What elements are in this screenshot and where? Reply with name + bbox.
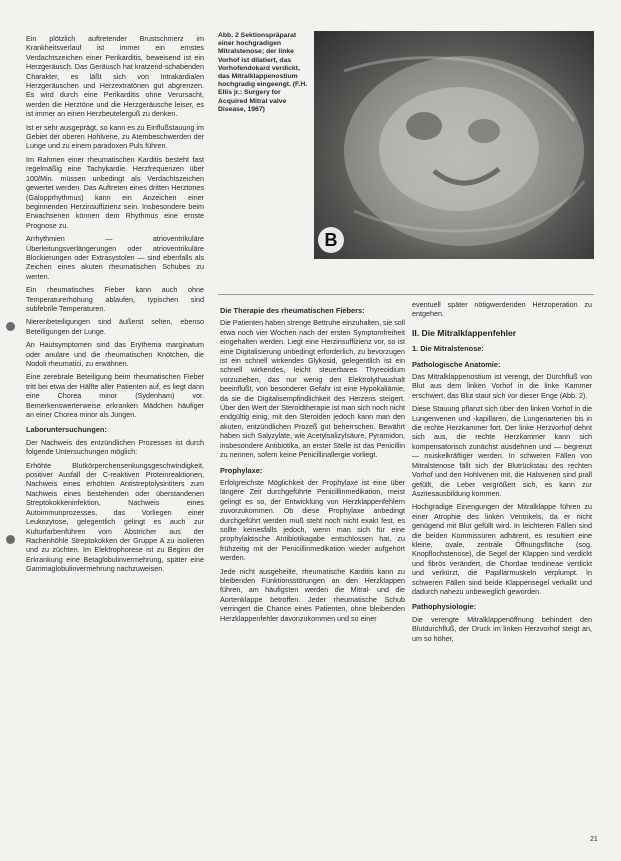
paragraph: Ist er sehr ausgeprägt, so kann es zu Einflußstauung im Gebiet der oberen Hohlvene, zu Atembeschwerden der Lunge und zu einem paradoxen Puls führen.: [26, 122, 204, 151]
section-heading-therapie: Die Therapie des rheumatischen Fiebers:: [220, 306, 365, 315]
column-divider-rule: [218, 294, 594, 295]
punch-hole-bottom: [6, 535, 15, 544]
paragraph: Der Nachweis des entzündlichen Prozesses ist durch folgende Untersuchungen möglich:: [26, 437, 204, 457]
paragraph: Erhöhte Blutkörperchensenkungsgeschwindigkeit, positiver Ausfall der C-reaktiven Proteinreaktionen, Nachweis eines erhöhten Antistreptolysintiters zum Nachweis eines bestehenden oder überstandenen Streptokokkeninfektion, Nachweis eines Autoimmunprozesses, das Vorliegen einer Leukozytose, gelegentlich gelingt es auch zur Kulturfarbenführen vom Abstricher aus der Rachenhöhle Streptokokken der Gruppe A zu isolieren und zu züchten. Im Elektrophorese ist zu Beginn der Erkrankung eine Betaglobulinvermehrung, später eine Gammaglobulinvermehrung nachzuweisen.: [26, 460, 204, 574]
specimen-photo: [314, 31, 594, 259]
paragraph: Die verengte Mitralklappenöffnung behindert den Blutdurchfluß, der Druck im linken Herzvorhof steigt an, um so höher,: [412, 614, 592, 643]
paragraph: Das Mitralklappenostium ist verengt, der Durchfluß von Blut aus dem linken Vorhof in die linke Kammer erschwert, das Blut staut sich vor dieser Enge (Abb. 2).: [412, 372, 592, 400]
figure-caption: Abb. 2 Sektionspräparat einer hochgradigen Mitralstenose; der linke Vorhof ist dilatiert, das Vorhofendokard verdickt, das Mitralklappenostium hochgradig eingeengt. (F.H. Ellis jr.: Surgery for Acquired Mitral valve Disease, 1967): [218, 32, 308, 113]
page-number: 21: [590, 836, 598, 843]
paragraph: Hochgradige Einengungen der Mitralklappe führen zu einer Atrophie des linken Ventrikels, da er nicht genügend mit Blut gefüllt wird. In leichteren Fällen sind die beiden Kommissuren adhärent, es resultiert eine kleine, ovale, zentrale Öffnungsfläche (sog. Knopflochstenose), die Segel der Klappen sind verdickt und fibrös verändert, die Chordae tendineae verdickt und verkürzt, die Papillarmuskeln verplumpt. In schweren Fällen sind beide Klappensegel verkalkt und dadurch nahezu unbeweglich geworden.: [412, 502, 592, 596]
paragraph: Arrhythmien — atrioventrikuläre Überleitungsverlängerungen oder atrioventrikuläre Blockierungen oder Extrasystolen — sind ebenfalls als Zeichen eines akuten rheumatischen Schubes zu werten.: [26, 234, 204, 281]
paragraph: eventuell später nötigwerdenden Herzoperation zu entgehen.: [412, 300, 592, 319]
paragraph: Erfolgreichste Möglichkeit der Prophylaxe ist eine über längere Zeit durchgeführte Penicillinmedikation, meist gelingt es so, der Entwicklung von Herzklappenfehlern zuvorzukommen. Ob diese Prophylaxe anbedingt durchgeführt werden muß steht noch nicht exakt fest, es sollte keinesfalls jedoch, wenn man sich für eine prophylaktische Antibiotikagabe entschlossen hat, zu frühzeitig mit der Penicillinmedikation wieder aufgehört werden.: [220, 477, 405, 563]
paragraph: Die Patienten haben strenge Bettruhe einzuhalten, sie soll etwa noch vier Wochen nach der ersten Symptomfreiheit eingehalten werden. Liegt eine Herzinsuffizienz vor, so ist eine Digitalisierung unbedingt erforderlich, zu bevorzugen ist ein schnell wirkendes Glykosid, gelegentlich ist ein schnell wirkendes, leicht steuerbares Thyreoidium vorzuziehen, das nur wenig den Elektrolythaushalt beeinflußt, von besonderer Gefahr ist eine Hypokaliämie, da sie die Digitalisempfindlichkeit des Herzens steigert. Über den Wert der Steroidtherapie ist man sich noch nicht endgültig einig, mit den Steroiden jedoch kann man den akuten, entzündlichen Prozeß gut beherrschen. Bewährt haben sich Salyzylate, wie Acetylsalizylsäure, Pyramidon, insbesondere Antibiotika, an erster Stelle ist das Penicillin zu nennen, sofern keine Penicillinallergie vorliegt.: [220, 318, 406, 460]
paragraph: An Hautsymptomen sind das Erythema marginatum oder anulare und die rheumatischen Knötchen, die Nodoli rheumatici, zu erwähnen.: [26, 340, 204, 368]
column-left: [26, 34, 204, 578]
section-heading-pathologie: Pathologische Anatomie:: [412, 359, 501, 369]
column-middle: [220, 300, 405, 627]
section-heading-prophylaxe: Prophylaxe:: [220, 465, 263, 475]
column-right: [412, 300, 592, 647]
punch-hole-top: [6, 322, 15, 331]
paragraph: Eine zerebrale Beteiligung beim rheumatischen Fieber tritt bei etwa der Hälfte aller Patienten auf, es liegt dann eine Chorea minor (Sydenham) vor. Bemerkenswerterweise erkranken Mädchen häufiger an einer Chorea minor als Jungen.: [26, 372, 204, 420]
paragraph: Ein rheumatisches Fieber kann auch ohne Temperaturerhöhung ablaufen, typischen sind subfebrile Temperaturen.: [26, 285, 204, 313]
paragraph: Diese Stauung pflanzt sich über den linken Vorhof in die Lungenvenen und -kapillaren, die Lungenarterien bis in die rechte Herzkammer fort. Der linke Herzvorhof dehnt sich aus, die rechte Herzkammer kann sich kompensatorisch zunächst ausdehnen und — begrenzt — muskelkräftiger werden. In schweren Fällen von Mitralstenose fällt sich der Blutrückstau des rechten Vorhof und den Hohlvenen mit, die Halsvenen sind prall gefüllt, die Leber vergrößert sich, es kann zur Aszitesausbildung kommen.: [412, 404, 592, 498]
paragraph: Jede nicht ausgeheilte, rheumatische Karditis kann zu bleibenden Funktionsstörungen an den Herzklappen führen, am häufigsten werden die Mitral- und die Aortenklappe betroffen. Jeder rheumatische Schub verringert die Chance eines Patienten, ohne bleibenden Herzklappenfehler davonzukommen und so einer: [220, 566, 405, 623]
section-heading-labor: Laboruntersuchungen:: [26, 425, 107, 435]
paragraph: Nierenbeteiligungen sind äußerst selten, ebenso Beteiligungen der Lunge.: [26, 317, 204, 336]
paragraph: Im Rahmen einer rheumatischen Karditis besteht fast regelmäßig eine Tachykardie. Herzfrequenzen über 100/Min. müssen unbedingt als Verdachtszeichen gewertet werden. Das Auftreten eines dritten Herztones (Galopprhythmus) kann ein Anzeichen einer beginnenden Herzinsuffizienz sein. Insbesondere beim Erwachsenen können dem Rhythmus eine ernste Prognose zu.: [26, 154, 204, 230]
paragraph: Ein plötzlich auftretender Brustschmerz im Krankheitsverlauf ist immer ein ernstes Verdachtszeichen einer Perikarditis, beweisend ist ein Herzgeräusch. Das Geräusch hat kratzend-schabenden Charakter, es läßt sich von Intrakardialen Herzgeräuschen und Herzextratönen gut abgrenzen. Es wird durch eine Perikarditis ohne Verursacht, werden die Herztöne und die Herzgeräusche leiser, es ist immer an einen Herzbeutelerguß zu denken.: [26, 34, 204, 119]
chapter-heading: II. Die Mitralklappenfehler: [412, 327, 517, 338]
figure-label-badge: B: [318, 227, 344, 253]
subsection-heading: 1. Die Mitralstenose:: [412, 344, 484, 354]
section-heading-physiologie: Pathophysiologie:: [412, 602, 477, 612]
specimen-illustration: [314, 31, 594, 259]
